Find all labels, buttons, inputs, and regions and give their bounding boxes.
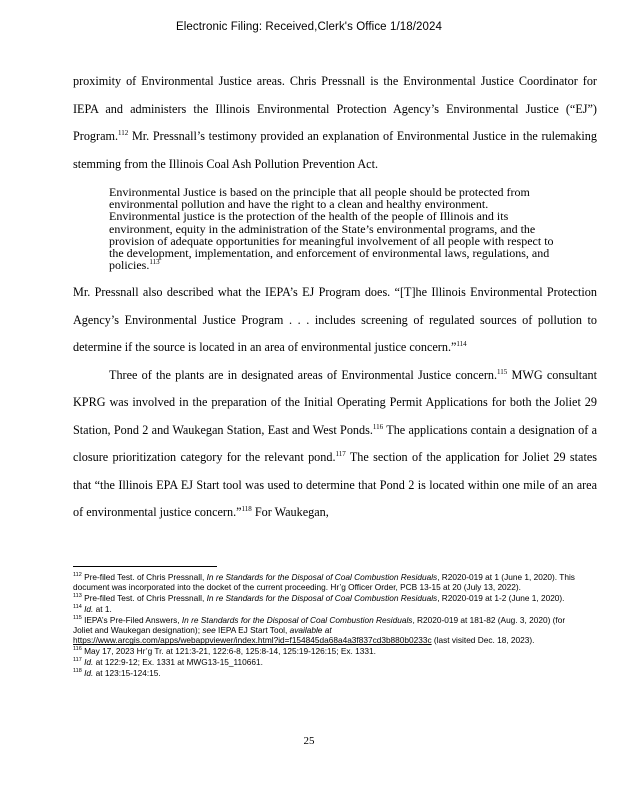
footnote-text: Pre-filed Test. of Chris Pressnall, — [81, 572, 207, 582]
id-citation: Id. — [84, 656, 94, 667]
paragraph-text: The section of the application for Joliet 29 states that “the Illinois EPA EJ Start tool was used to determine that Pond 2 is located within one mile of an area of environmental justice concern.” — [73, 450, 597, 520]
signal-word: available at — [289, 624, 332, 635]
signal-word: see — [202, 624, 216, 635]
paragraph-text: MWG consultant KPRG was involved in the preparation of the Initial Operating Permit Applications for both the Joliet 29 Station, Pond 2 and Waukegan Station, East and West Ponds. — [73, 367, 597, 437]
footnote-ref[interactable]: 116 — [372, 422, 384, 431]
footnote-115 — [73, 615, 583, 646]
footnote-number: 118 — [73, 667, 82, 674]
footnote-114 — [73, 604, 583, 614]
footnote-ref[interactable]: 117 — [335, 450, 346, 459]
block-quote-ej-definition — [109, 186, 557, 271]
footnote-117 — [73, 657, 583, 667]
footnote-text: IEPA EJ Start Tool, — [215, 624, 290, 635]
footnote-text: IEPA’s Pre-Filed Answers, — [81, 614, 182, 625]
electronic-filing-header: Electronic Filing: Received,Clerk's Office 1/18/2024 — [175, 21, 443, 33]
paragraph-text: Three of the plants are in designated areas of Environmental Justice concern. — [109, 367, 498, 382]
footnote-number: 114 — [73, 604, 82, 611]
footnote-ref[interactable]: 113 — [149, 258, 160, 267]
paragraph-text: Mr. Pressnall also described what the IEPA’s EJ Program does. “[T]he Illinois Environmental Protection Agency’s Environmental Justice Program . . . includes screening of regulated sources of pollution to determine if the source is located in an area of environmental justice concern.” — [73, 285, 597, 355]
case-title: In re Standards for the Disposal of Coal Combustion Residuals — [206, 593, 438, 604]
footnote-112 — [73, 572, 583, 593]
footnote-ref[interactable]: 114 — [456, 340, 467, 349]
quote-text: Environmental Justice is based on the principle that all people should be protected from environmental pollution and have the right to a clean and healthy environment. Environmental justice is the protection of the health of the people of Illinois and its environment, equity in the administration of the State’s environmental programs, and the provision of adequate opportunities for meaningful involvement of all people with respect to the development, implementation, and enforcement of environmental laws, regulations, and policies. — [109, 185, 554, 273]
paragraph-ej-program — [73, 279, 597, 362]
id-citation: Id. — [84, 603, 94, 614]
paragraph-text: proximity of Environmental Justice areas. Chris Pressnall is the Environmental Justice Coordinator for IEPA and administers the Illinois Environmental Protection Agency’s Environmental Justice (“EJ”) Program. — [73, 74, 597, 143]
paragraph-plants-designated — [73, 362, 597, 527]
footnote-text: at 123:15-124:15. — [93, 667, 161, 678]
footnote-text: at 122:9-12; Ex. 1331 at MWG13-15_110661. — [93, 656, 263, 667]
footnote-ref[interactable]: 115 — [497, 367, 508, 376]
footnotes-section — [73, 572, 583, 678]
case-title: In re Standards for the Disposal of Coal Combustion Residuals — [206, 572, 438, 582]
case-title: In re Standards for the Disposal of Coal Combustion Residuals — [181, 614, 413, 625]
footnote-text: Pre-filed Test. of Chris Pressnall, — [81, 593, 207, 604]
footnote-text: (last visited Dec. 18, 2023). — [431, 635, 535, 646]
footnote-text: at 1. — [93, 603, 112, 614]
page-number: 25 — [303, 735, 315, 747]
paragraph-text: For Waukegan, — [251, 505, 329, 520]
paragraph-text: The applications contain a designation of a closure prioritization category for the relevant pond. — [73, 422, 597, 465]
footnote-116 — [73, 646, 583, 656]
footnote-text: , R2020-019 at 181-82 (Aug. 3, 2020) (for Joliet and Waukegan designation); — [73, 614, 566, 635]
footnote-text: , R2020-019 at 1 (June 1, 2020). This document was incorporated into the docket of the current proceeding. Hr’g Officer Order, PCB 13-15 at 20 (July 13, 2022). — [73, 572, 575, 593]
footnote-text: May 17, 2023 Hr’g Tr. at 121:3-21, 122:6-8, 125:8-14, 125:19-126:15; Ex. 1331. — [81, 646, 376, 657]
footnote-number: 113 — [73, 593, 82, 600]
footnote-number: 112 — [73, 572, 82, 579]
footnote-number: 117 — [73, 657, 82, 664]
footnote-118 — [73, 668, 583, 678]
id-citation: Id. — [84, 667, 94, 678]
paragraph-text: Mr. Pressnall’s testimony provided an explanation of Environmental Justice in the rulemaking stemming from the Illinois Coal Ash Pollution Prevention Act. — [73, 129, 597, 171]
footnote-text: , R2020-019 at 1-2 (June 1, 2020). — [437, 593, 565, 604]
footnote-number: 115 — [73, 614, 82, 621]
document-body — [73, 68, 597, 527]
footnote-divider — [73, 566, 217, 567]
footnote-ref[interactable]: 118 — [241, 505, 252, 514]
footnote-number: 116 — [73, 646, 82, 653]
footnote-113 — [73, 593, 583, 603]
paragraph-pressnall-intro — [73, 68, 597, 178]
footnote-ref[interactable]: 112 — [118, 128, 129, 137]
ej-start-tool-link[interactable]: https://www.arcgis.com/apps/webappviewer/index.html?id=f154845da68a4a3f837cd3b880b0233c — [73, 635, 432, 646]
